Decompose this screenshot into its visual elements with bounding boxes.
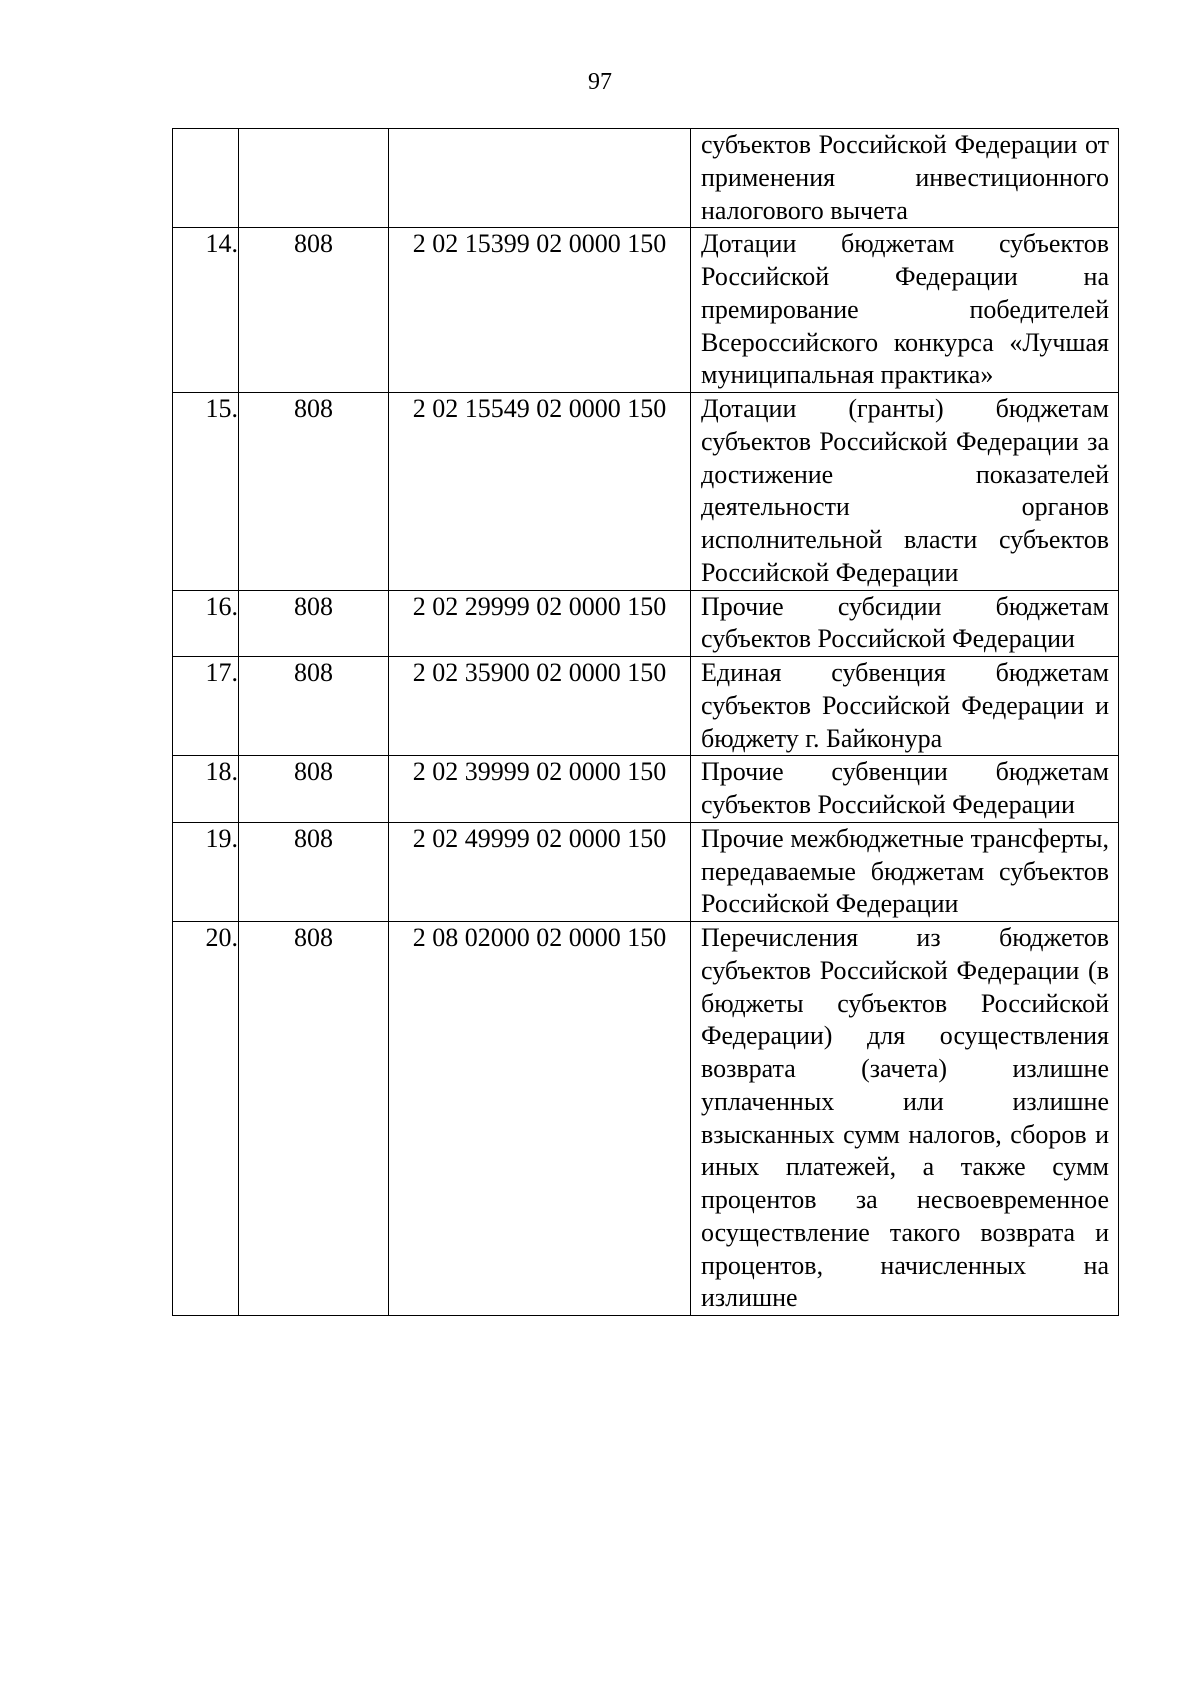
table-row	[173, 657, 1119, 756]
budget-classification-code: 2 08 02000 02 0000 150	[389, 922, 691, 1316]
budget-classification-code: 2 02 49999 02 0000 150	[389, 822, 691, 921]
budget-classification-code: 2 02 35900 02 0000 150	[389, 657, 691, 756]
revenue-description: Прочие субвенции бюджетам субъектов Российской Федерации	[691, 756, 1119, 823]
admin-code: 808	[239, 756, 389, 823]
admin-code: 808	[239, 657, 389, 756]
table-row	[173, 590, 1119, 657]
budget-classification-code	[389, 129, 691, 228]
row-number: 14.	[173, 228, 239, 393]
table-row	[173, 756, 1119, 823]
budget-classification-code: 2 02 15399 02 0000 150	[389, 228, 691, 393]
admin-code: 808	[239, 822, 389, 921]
page-number: 97	[588, 69, 612, 95]
budget-classification-code: 2 02 39999 02 0000 150	[389, 756, 691, 823]
row-number: 20.	[173, 922, 239, 1316]
table-row	[173, 129, 1119, 228]
budget-classification-code: 2 02 29999 02 0000 150	[389, 590, 691, 657]
revenue-description: субъектов Российской Федерации от применения инвестиционного налогового вычета	[691, 129, 1119, 228]
revenue-description: Дотации бюджетам субъектов Российской Федерации на премирование победителей Всероссийского конкурса «Лучшая муниципальная практика»	[691, 228, 1119, 393]
row-number: 15.	[173, 393, 239, 591]
admin-code: 808	[239, 393, 389, 591]
table-row	[173, 228, 1119, 393]
revenue-description: Единая субвенция бюджетам субъектов Российской Федерации и бюджету г. Байконура	[691, 657, 1119, 756]
revenue-description: Дотации (гранты) бюджетам субъектов Российской Федерации за достижение показателей деятельности органов исполнительной власти субъектов Российской Федерации	[691, 393, 1119, 591]
admin-code	[239, 129, 389, 228]
budget-revenue-table	[172, 128, 1119, 1316]
admin-code: 808	[239, 590, 389, 657]
revenue-description: Перечисления из бюджетов субъектов Российской Федерации (в бюджеты субъектов Российской Федерации) для осуществления возврата (зачета) излишне уплаченных или излишне взысканных сумм налогов, сборов и иных платежей, а также сумм процентов за несвоевременное осуществление такого возврата и процентов, начисленных на излишне	[691, 922, 1119, 1316]
row-number: 18.	[173, 756, 239, 823]
table-row	[173, 393, 1119, 591]
revenue-description: Прочие межбюджетные трансферты, передаваемые бюджетам субъектов Российской Федерации	[691, 822, 1119, 921]
row-number: 19.	[173, 822, 239, 921]
table-row	[173, 822, 1119, 921]
admin-code: 808	[239, 922, 389, 1316]
row-number: 16.	[173, 590, 239, 657]
revenue-description: Прочие субсидии бюджетам субъектов Российской Федерации	[691, 590, 1119, 657]
table-row	[173, 922, 1119, 1316]
row-number	[173, 129, 239, 228]
admin-code: 808	[239, 228, 389, 393]
row-number: 17.	[173, 657, 239, 756]
budget-classification-code: 2 02 15549 02 0000 150	[389, 393, 691, 591]
